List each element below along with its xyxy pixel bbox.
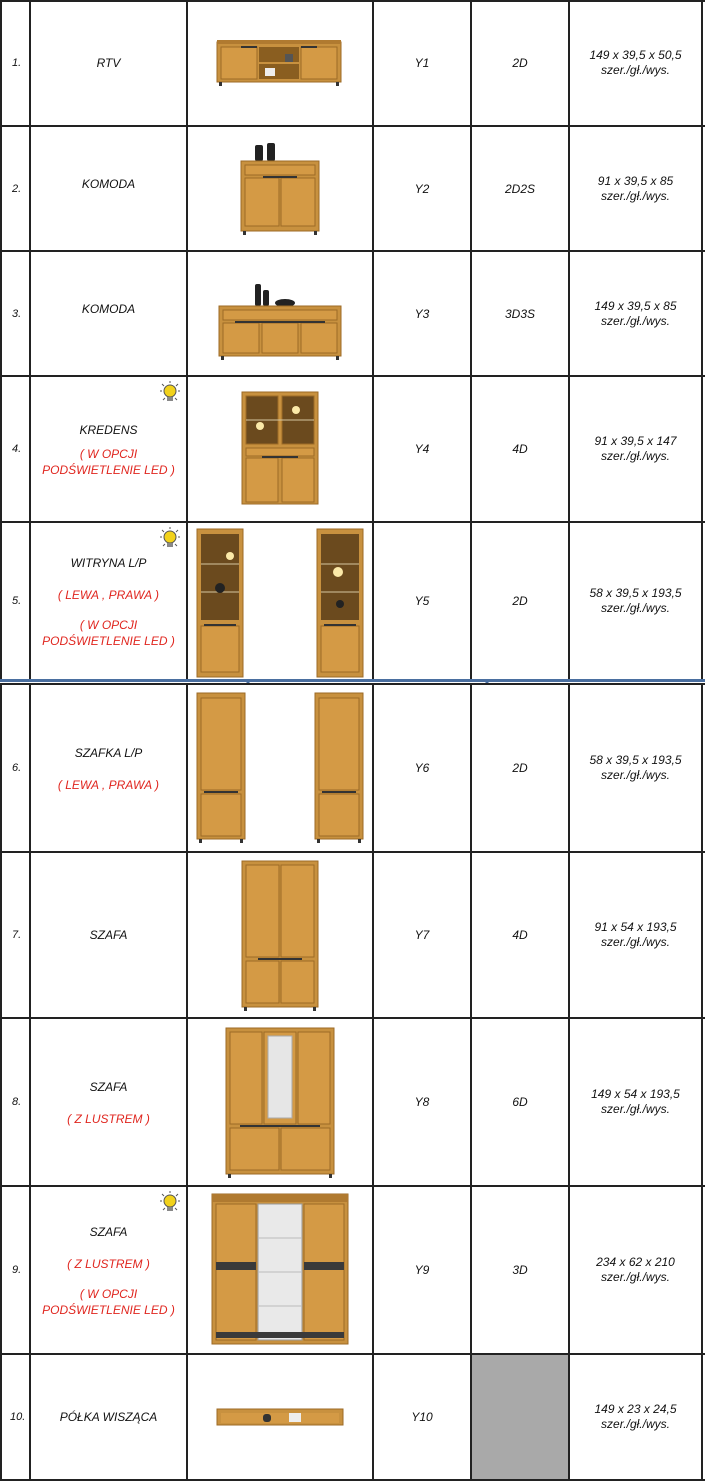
product-dimensions: 91 x 39,5 x 147 szer./gł./wys.	[570, 376, 703, 522]
product-code: Y3	[374, 251, 472, 376]
product-image-cell	[188, 251, 374, 376]
product-name: SZAFA	[89, 928, 128, 942]
row-number: 6.	[0, 683, 31, 852]
table-row	[0, 1354, 705, 1480]
product-type: 6D	[472, 1018, 570, 1186]
product-note: ( Z LUSTREM )	[67, 1257, 150, 1271]
product-name-cell	[31, 0, 188, 126]
row-number: 1.	[0, 0, 31, 126]
product-image-cell	[188, 376, 374, 522]
product-name-cell	[31, 522, 188, 679]
product-note: ( W OPCJI PODŚWIETLENIE LED )	[42, 617, 175, 648]
row-number: 10.	[0, 1354, 31, 1480]
product-code: Y4	[374, 376, 472, 522]
tv-stand-image	[215, 38, 345, 88]
product-type: 2D	[472, 0, 570, 126]
product-name: KREDENS	[79, 423, 138, 437]
row-number: 9.	[0, 1186, 31, 1354]
product-code: Y5	[374, 522, 472, 679]
table-border	[0, 0, 705, 2]
product-image-cell	[188, 852, 374, 1018]
light-bulb-icon	[156, 1190, 184, 1218]
product-name: RTV	[96, 56, 121, 70]
product-type: 2D	[472, 683, 570, 852]
product-note: ( LEWA , PRAWA )	[57, 777, 160, 792]
product-code: Y2	[374, 126, 472, 251]
cabinet-right-image	[314, 692, 364, 844]
row-number: 2.	[0, 126, 31, 251]
product-name-cell	[31, 1354, 188, 1480]
product-dimensions: 234 x 62 x 210 szer./gł./wys.	[570, 1186, 703, 1354]
product-name: WITRYNA L/P	[70, 555, 147, 570]
product-dimensions: 58 x 39,5 x 193,5 szer./gł./wys.	[570, 522, 703, 679]
product-type: 4D	[472, 852, 570, 1018]
table-row	[0, 1018, 705, 1186]
product-image-cell	[188, 522, 374, 679]
table-row	[0, 251, 705, 376]
cabinet-left-image	[196, 692, 246, 844]
light-bulb-icon	[156, 380, 184, 408]
row-number: 8.	[0, 1018, 31, 1186]
product-name-cell	[31, 126, 188, 251]
row-number: 3.	[0, 251, 31, 376]
product-name: PÓŁKA WISZĄCA	[59, 1410, 158, 1424]
page-seam	[0, 679, 705, 682]
product-image-cell	[188, 126, 374, 251]
product-image-cell	[188, 1186, 374, 1354]
table-border	[0, 1017, 705, 1019]
table-border	[0, 1479, 705, 1481]
product-name: SZAFA	[89, 1080, 128, 1094]
product-name-cell	[31, 683, 188, 852]
product-note: ( W OPCJI PODŚWIETLENIE LED )	[42, 1287, 175, 1317]
table-border	[0, 250, 705, 252]
product-name: SZAFKA L/P	[74, 745, 143, 760]
table-row	[0, 376, 705, 522]
product-type-empty	[472, 1354, 570, 1480]
wardrobe-2door-image	[240, 859, 320, 1011]
product-name: SZAFA	[89, 1225, 128, 1239]
product-dimensions: 91 x 54 x 193,5 szer./gł./wys.	[570, 852, 703, 1018]
product-code: Y10	[374, 1354, 472, 1480]
product-name-cell	[31, 1186, 188, 1354]
product-type: 2D	[472, 522, 570, 679]
wall-shelf-image	[215, 1405, 345, 1429]
product-name: KOMODA	[81, 177, 136, 191]
table-border	[0, 375, 705, 377]
table-row	[0, 683, 705, 852]
table-border	[0, 1185, 705, 1187]
display-cabinet-left-image	[196, 528, 244, 678]
row-number: 5.	[0, 522, 31, 679]
table-border	[0, 1353, 705, 1355]
dresser-small-image	[235, 141, 325, 236]
product-note: ( W OPCJI PODŚWIETLENIE LED )	[42, 447, 175, 477]
product-dimensions: 58 x 39,5 x 193,5 szer./gł./wys.	[570, 683, 703, 852]
table-border	[0, 521, 705, 523]
row-number: 4.	[0, 376, 31, 522]
product-image-cell	[188, 0, 374, 126]
sliding-wardrobe-image	[210, 1192, 350, 1348]
table-row	[0, 0, 705, 126]
product-name-cell	[31, 852, 188, 1018]
table-border	[0, 851, 705, 853]
dresser-large-image	[215, 266, 345, 361]
product-code: Y1	[374, 0, 472, 126]
table-border	[0, 683, 705, 685]
product-dimensions: 149 x 54 x 193,5 szer./gł./wys.	[570, 1018, 703, 1186]
product-name: KOMODA	[81, 302, 136, 316]
product-dimensions: 149 x 23 x 24,5 szer./gł./wys.	[570, 1354, 703, 1480]
product-note: ( LEWA , PRAWA )	[57, 587, 160, 602]
product-type: 4D	[472, 376, 570, 522]
product-code: Y8	[374, 1018, 472, 1186]
table-row	[0, 852, 705, 1018]
product-type: 3D3S	[472, 251, 570, 376]
table-row	[0, 522, 705, 679]
row-number: 7.	[0, 852, 31, 1018]
product-code: Y6	[374, 683, 472, 852]
display-cabinet-right-image	[316, 528, 364, 678]
product-name-cell	[31, 251, 188, 376]
product-image-cell	[188, 1018, 374, 1186]
table-row	[0, 1186, 705, 1354]
sideboard-image	[240, 390, 320, 508]
product-name-cell	[31, 1018, 188, 1186]
product-dimensions: 149 x 39,5 x 50,5 szer./gł./wys.	[570, 0, 703, 126]
wardrobe-mirror-image	[224, 1026, 336, 1178]
product-image-cell	[188, 1354, 374, 1480]
light-bulb-icon	[156, 526, 184, 554]
product-image-cell	[188, 683, 374, 852]
product-type: 3D	[472, 1186, 570, 1354]
product-name-cell	[31, 376, 188, 522]
product-code: Y7	[374, 852, 472, 1018]
product-note: ( Z LUSTREM )	[67, 1112, 150, 1126]
product-code: Y9	[374, 1186, 472, 1354]
product-type: 2D2S	[472, 126, 570, 251]
table-border	[0, 125, 705, 127]
table-row	[0, 126, 705, 251]
product-dimensions: 91 x 39,5 x 85 szer./gł./wys.	[570, 126, 703, 251]
product-dimensions: 149 x 39,5 x 85 szer./gł./wys.	[570, 251, 703, 376]
